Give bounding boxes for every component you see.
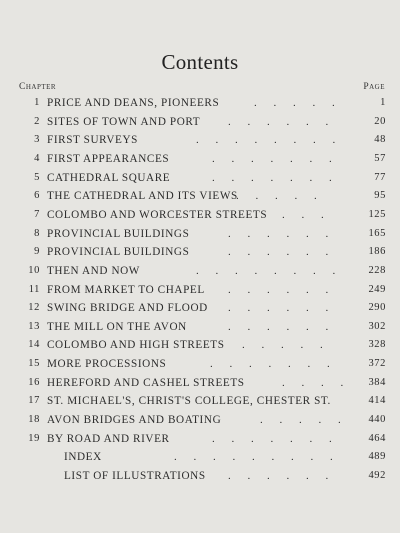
chapter-number: 4 — [34, 152, 40, 164]
chapter-title: HEREFORD AND CASHEL STREETS — [47, 376, 245, 389]
dot-leader: . . . . . — [242, 339, 330, 352]
chapter-number: 1 — [34, 97, 40, 108]
chapter-title: LIST OF ILLUSTRATIONS — [64, 470, 206, 482]
chapter-title: FIRST SURVEYS — [47, 134, 138, 147]
toc-entry — [0, 94, 400, 112]
chapter-number: 13 — [28, 320, 40, 332]
dot-leader: . . . . . . — [228, 227, 336, 240]
toc-entry — [0, 187, 400, 205]
page-number: 328 — [368, 339, 386, 351]
chapter-title: COLOMBO AND HIGH STREETS — [47, 339, 225, 352]
toc-entry — [0, 355, 400, 373]
chapter-title: SWING BRIDGE AND FLOOD — [47, 302, 208, 315]
chapter-title: CATHEDRAL SQUARE — [47, 171, 171, 184]
dot-leader: . . . . . . — [228, 320, 336, 333]
chapter-number: 14 — [28, 339, 40, 351]
dot-leader: . . . — [282, 208, 331, 221]
page-column-header: Page — [363, 82, 385, 92]
toc-entry — [0, 318, 400, 336]
chapter-number: 9 — [34, 246, 40, 258]
page-number: 464 — [368, 432, 386, 444]
page-number: 48 — [374, 134, 386, 146]
page-title: Contents — [161, 50, 239, 74]
toc-entry — [0, 169, 400, 187]
toc-entry — [0, 374, 400, 392]
page-number: 125 — [368, 208, 386, 220]
dot-leader: . . . . . . — [228, 470, 336, 482]
page-number: 1 — [380, 97, 386, 108]
page-number: 414 — [368, 395, 386, 407]
chapter-number: 19 — [28, 432, 40, 444]
chapter-title: MORE PROCESSIONS — [47, 358, 167, 371]
toc-entry — [0, 299, 400, 317]
dot-leader: . . . . . . — [228, 246, 336, 259]
page-number: 290 — [368, 302, 386, 314]
dot-leader: . . . . . . . . . — [174, 451, 340, 464]
toc-entry — [0, 150, 400, 168]
chapter-title: THE MILL ON THE AVON — [47, 320, 187, 333]
chapter-number: 17 — [28, 395, 40, 407]
dot-leader: . . . . . . . — [210, 358, 337, 371]
toc-entry — [0, 281, 400, 299]
chapter-title: FIRST APPEARANCES — [47, 152, 170, 165]
chapter-title: THE CATHEDRAL AND ITS VIEWS — [47, 190, 238, 203]
chapter-number: 18 — [28, 414, 40, 426]
dot-leader: . . . . . . . . — [196, 134, 343, 147]
chapter-number: 7 — [34, 208, 40, 220]
chapter-title: INDEX — [64, 451, 102, 464]
dot-leader: . . . . . . . . — [196, 264, 343, 277]
page-number: 186 — [368, 246, 386, 258]
toc-entry — [0, 467, 400, 485]
chapter-number: 12 — [28, 302, 40, 314]
dot-leader: . . . . . . . — [212, 171, 339, 184]
dot-leader: . . . . — [282, 376, 351, 389]
dot-leader: . . . . . . — [228, 283, 336, 296]
chapter-title: THEN AND NOW — [47, 264, 140, 277]
page-number: 95 — [374, 190, 386, 202]
toc-entry — [0, 243, 400, 261]
chapter-number: 16 — [28, 376, 40, 388]
dot-leader: . . . . . . . — [212, 152, 339, 165]
chapter-number: 2 — [34, 115, 40, 127]
chapter-number: 5 — [34, 171, 40, 183]
toc-entry — [0, 131, 400, 149]
page-number: 489 — [368, 451, 386, 463]
chapter-number: 3 — [34, 134, 40, 146]
dot-leader: . . . . . — [236, 190, 324, 203]
toc-entry — [0, 411, 400, 429]
chapter-title: PRICE AND DEANS, PIONEERS — [47, 97, 220, 109]
chapter-title: COLOMBO AND WORCESTER STREETS — [47, 208, 268, 221]
toc-entry — [0, 113, 400, 131]
chapter-title: BY ROAD AND RIVER — [47, 432, 170, 445]
toc-entry — [0, 392, 400, 410]
chapter-number: 15 — [28, 358, 40, 370]
chapter-number: 6 — [34, 190, 40, 202]
page-number: 57 — [374, 152, 386, 164]
dot-leader: . . . . . — [254, 97, 342, 109]
chapter-title: PROVINCIAL BUILDINGS — [47, 246, 190, 259]
toc-entry — [0, 262, 400, 280]
toc-entry — [0, 206, 400, 224]
page-number: 77 — [374, 171, 386, 183]
toc-entry — [0, 448, 400, 466]
page-number: 492 — [368, 470, 386, 481]
page-number: 228 — [368, 264, 386, 276]
page-number: 440 — [368, 414, 386, 426]
page-number: 20 — [374, 115, 386, 127]
dot-leader: . . . . . . — [228, 302, 336, 315]
page-number: 372 — [368, 358, 386, 370]
chapter-number: 8 — [34, 227, 40, 239]
toc-entry — [0, 225, 400, 243]
dot-leader: . . . . . . . — [212, 432, 339, 445]
dot-leader: . . . . . — [260, 414, 348, 427]
chapter-title: PROVINCIAL BUILDINGS — [47, 227, 190, 240]
chapter-title: FROM MARKET TO CHAPEL — [47, 283, 205, 296]
chapter-title: SITES OF TOWN AND PORT — [47, 115, 201, 128]
chapter-title: ST. MICHAEL'S, CHRIST'S COLLEGE, CHESTER ST. — [47, 395, 331, 408]
chapter-column-header: Chapter — [19, 82, 57, 92]
toc-entry — [0, 430, 400, 448]
dot-leader: . . . . . . — [228, 115, 336, 128]
chapter-number: 10 — [28, 264, 40, 276]
page-number: 249 — [368, 283, 386, 295]
page-number: 165 — [368, 227, 386, 239]
page-number: 302 — [368, 320, 386, 332]
chapter-title: AVON BRIDGES AND BOATING — [47, 414, 222, 427]
chapter-number: 11 — [28, 283, 40, 295]
toc-entry — [0, 336, 400, 354]
page-number: 384 — [368, 376, 386, 388]
